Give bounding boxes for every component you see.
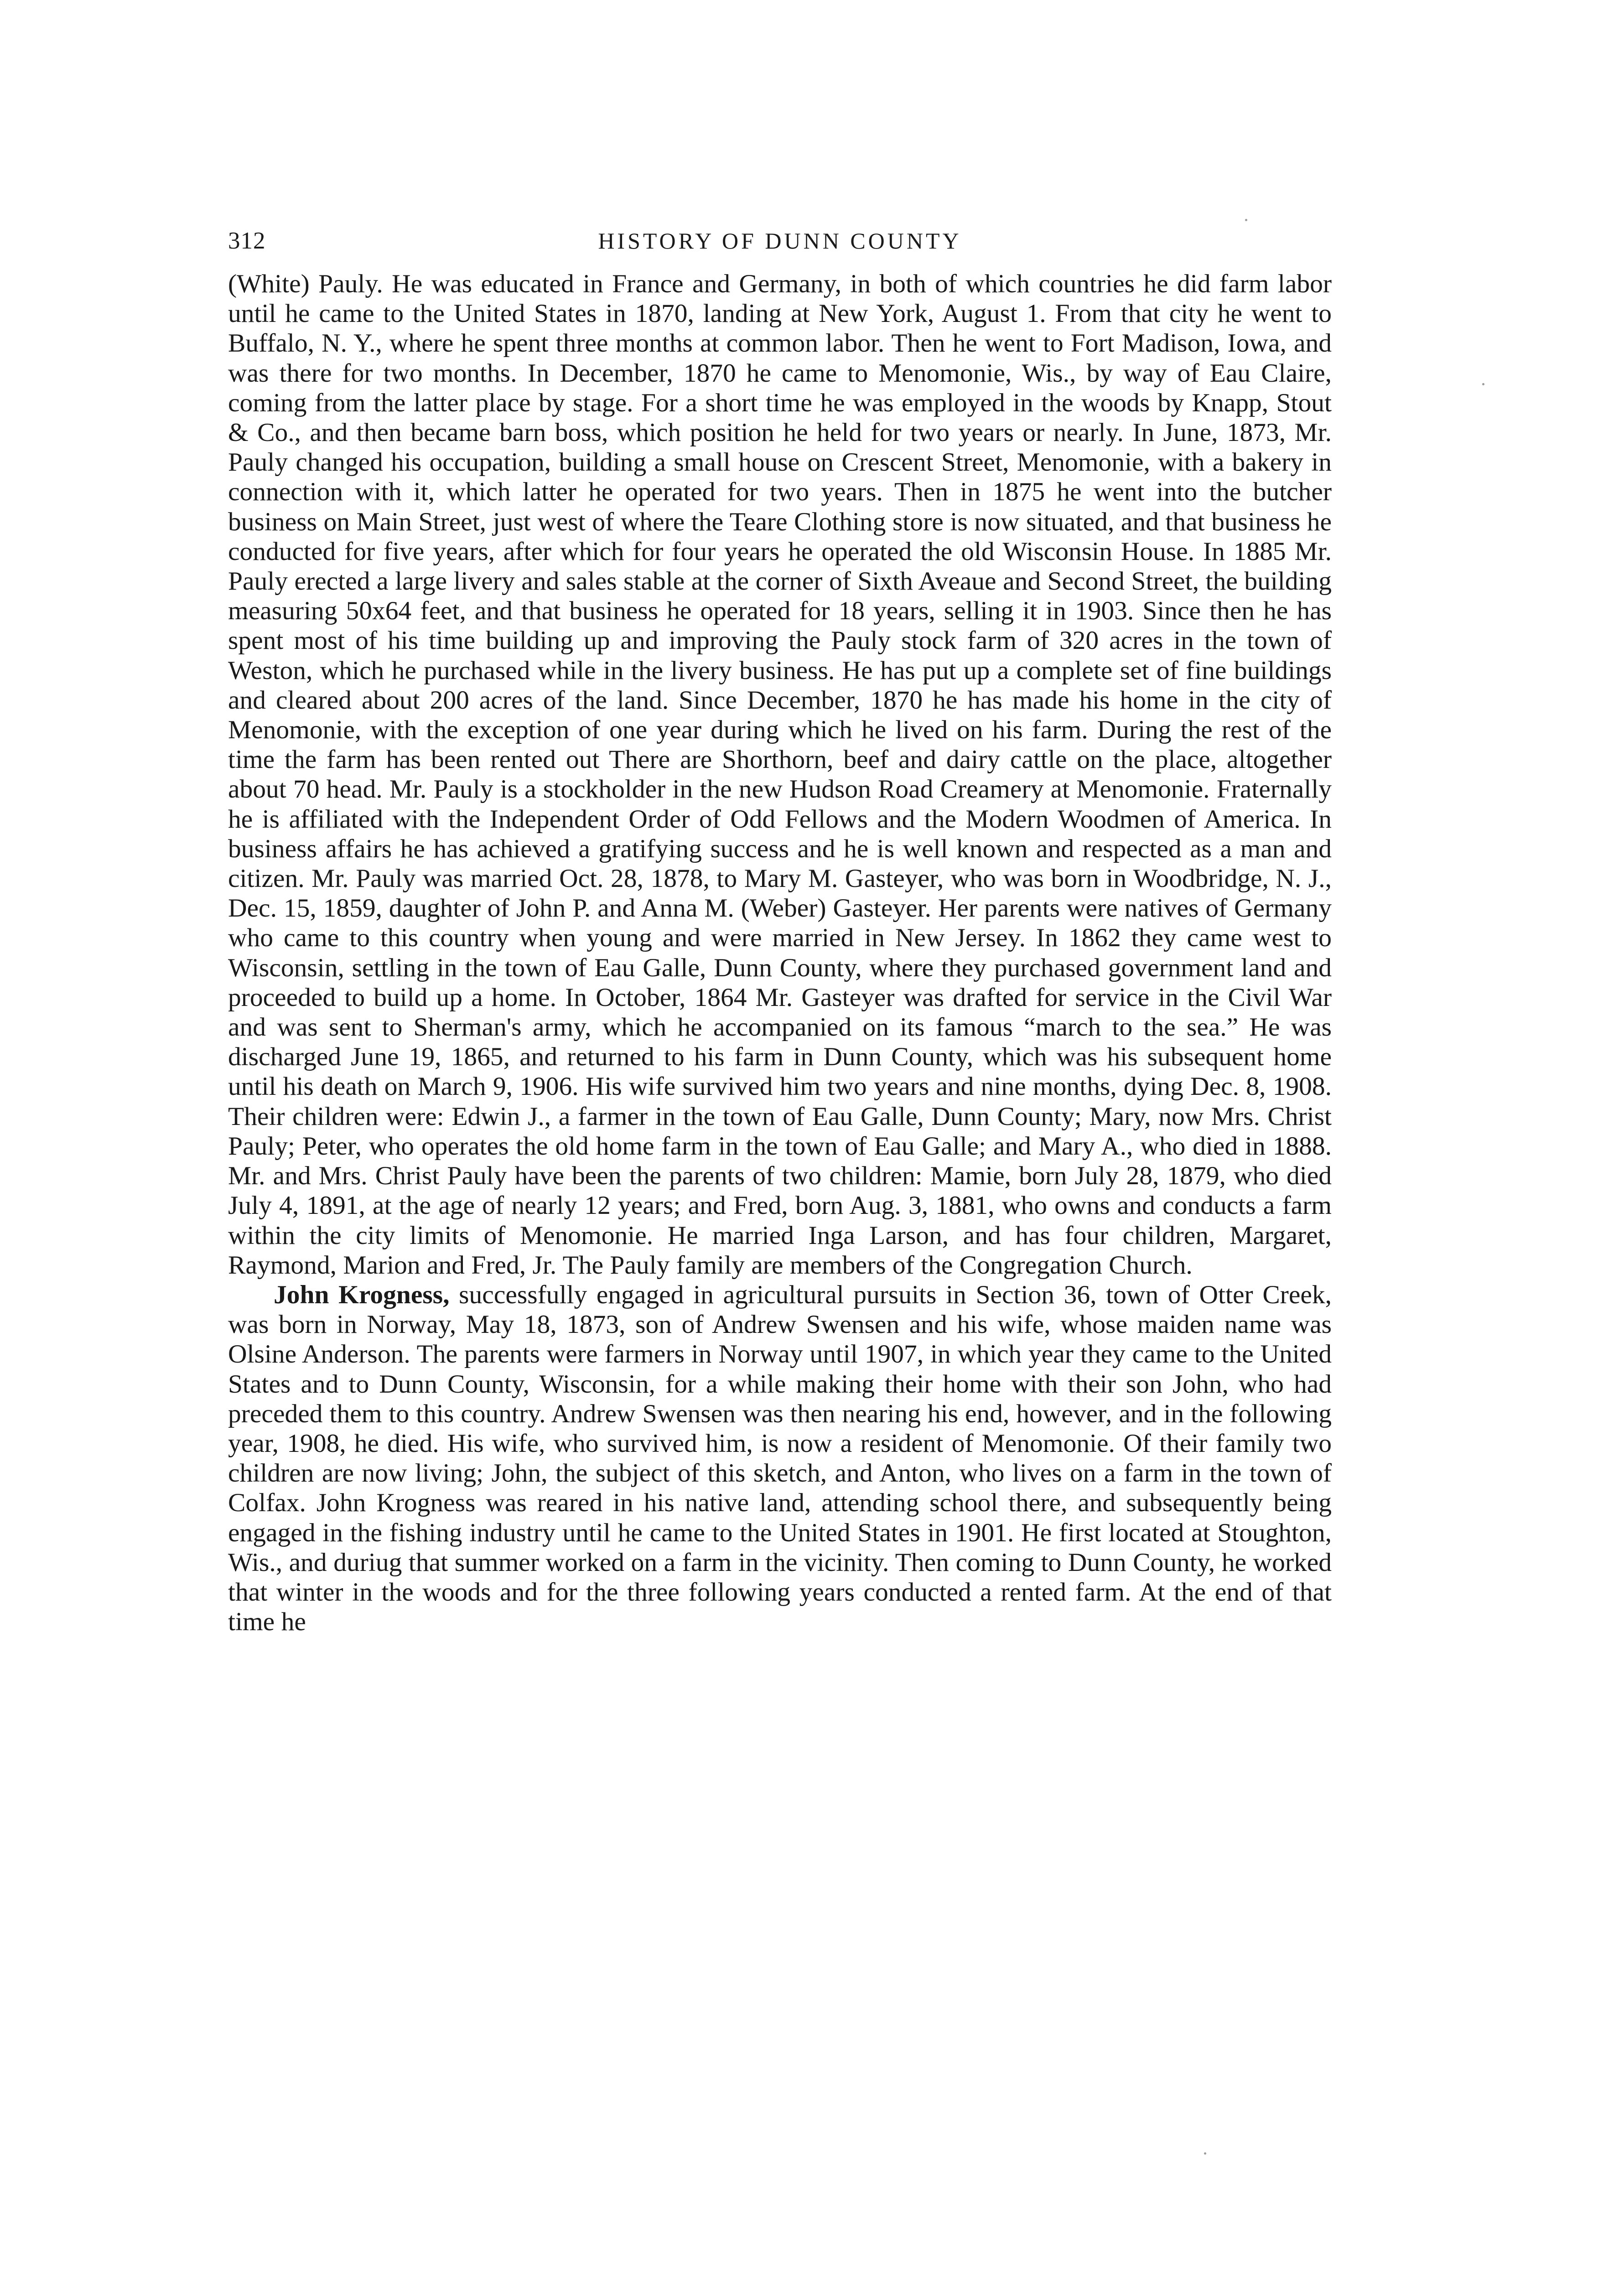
book-title: HISTORY OF DUNN COUNTY [598, 228, 962, 254]
paragraph-john-krogness [228, 1280, 1332, 1637]
paragraph-pauly-continued [228, 269, 1332, 1280]
paragraph-text: (White) Pauly. He was educated in France and Germany, in both of which countries he did farm labor until he came to the United States in 1870, landing at New York, August 1. From that city he went to Buffalo, N. Y., where he spent three months at common labor. Then he went to Fort Madison, Iowa, and was there for two months. In December, 1870 he came to Menomonie, Wis., by way of Eau Claire, coming from the latter place by stage. For a short time he was employed in the woods by Knapp, Stout & Co., and then became barn boss, which position he held for two years or nearly. In June, 1873, Mr. Pauly changed his occupation, building a small house on Crescent Street, Menomonie, with a bakery in connection with it, which latter he operated for two years. Then in 1875 he went into the butcher business on Main Street, just west of where the Teare Clothing store is now situated, and that business he conducted for five years, after which for four years he operated the old Wisconsin House. In 1885 Mr. Pauly erected a large livery and sales stable at the corner of Sixth Aveaue and Second Street, the building measuring 50x64 feet, and that business he operated for 18 years, selling it in 1903. Since then he has spent most of his time building up and improving the Pauly stock farm of 320 acres in the town of Weston, which he purchased while in the livery business. He has put up a complete set of fine buildings and cleared about 200 acres of the land. Since December, 1870 he has made his home in the city of Menomonie, with the exception of one year during which he lived on his farm. During the rest of the time the farm has been rented out There are Shorthorn, beef and dairy cattle on the place, altogether about 70 head. Mr. Pauly is a stockholder in the new Hudson Road Creamery at Menomonie. Fraternally he is affiliated with the Independent Order of Odd Fellows and the Modern Woodmen of America. In business affairs he has achieved a gratifying success and he is well known and respected as a man and citizen. Mr. Pauly was married Oct. 28, 1878, to Mary M. Gasteyer, who was born in Woodbridge, N. J., Dec. 15, 1859, daughter of John P. and Anna M. (Weber) Gasteyer. Her parents were natives of Germany who came to this country when young and were married in New Jersey. In 1862 they came west to Wisconsin, settling in the town of Eau Galle, Dunn County, where they purchased government land and proceeded to build up a home. In October, 1864 Mr. Gasteyer was drafted for service in the Civil War and was sent to Sherman's army, which he accompanied on its famous “march to the sea.” He was discharged June 19, 1865, and returned to his farm in Dunn County, which was his subsequent home until his death on March 9, 1906. His wife survived him two years and nine months, dying Dec. 8, 1908. Their children were: Edwin J., a farmer in the town of Eau Galle, Dunn County; Mary, now Mrs. Christ Pauly; Peter, who operates the old home farm in the town of Eau Galle; and Mary A., who died in 1888. Mr. and Mrs. Christ Pauly have been the parents of two children: Mamie, born July 28, 1879, who died July 4, 1891, at the age of nearly 12 years; and Fred, born Aug. 3, 1881, who owns and conducts a farm within the city limits of Menomonie. He married Inga Larson, and has four children, Margaret, Raymond, Marion and Fred, Jr. The Pauly family are members of the Congregation Church. [228, 269, 1332, 1280]
page-number: 312 [228, 228, 266, 254]
scan-speck [1204, 2152, 1206, 2155]
biography-subject-name: John Krogness, [274, 1280, 450, 1309]
body-text [228, 269, 1332, 1637]
paragraph-text: successfully engaged in agricultural pursuits in Section 36, town of Otter Creek, was born in Norway, May 18, 1873, son of Andrew Swensen and his wife, whose maiden name was Olsine Anderson. The parents were farmers in Norway until 1907, in which year they came to the United States and to Dunn County, Wisconsin, for a while making their home with their son John, who had preceded them to this country. Andrew Swensen was then nearing his end, however, and in the following year, 1908, he died. His wife, who survived him, is now a resident of Menomonie. Of their family two children are now living; John, the subject of this sketch, and Anton, who lives on a farm in the town of Colfax. John Krogness was reared in his native land, attending school there, and subsequently being engaged in the fishing industry until he came to the United States in 1901. He first located at Stoughton, Wis., and duriug that summer worked on a farm in the vicinity. Then coming to Dunn County, he worked that winter in the woods and for the three following years conducted a rented farm. At the end of that time he [228, 1280, 1332, 1637]
running-head [228, 223, 1332, 259]
scan-speck [1245, 219, 1247, 221]
scan-speck [1482, 383, 1484, 385]
